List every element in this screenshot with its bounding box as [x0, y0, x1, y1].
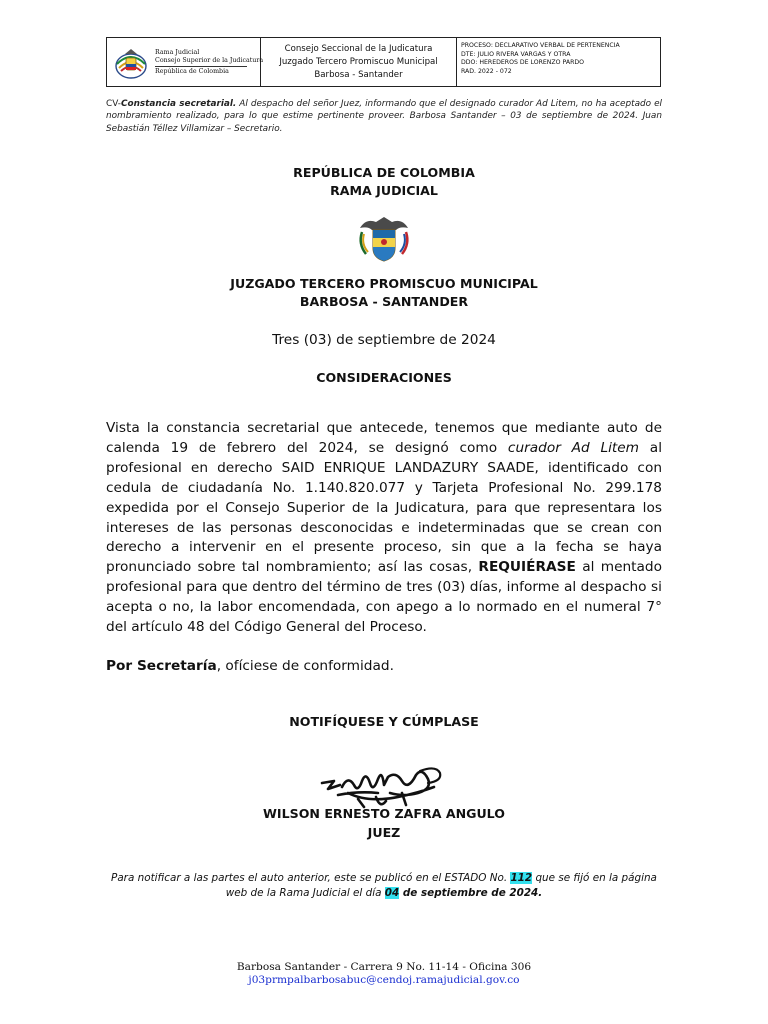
footer-address: Barbosa Santander - Carrera 9 No. 11-14 - Oficina 306: [236, 961, 532, 973]
body-part-2: al profesional en derecho SAID ENRIQUE LANDAZURY SAADE, identificado con cedula de ciudadanía No. 1.140.820.077 y Tarjeta Profesional No. 299.178 expedida por el Consejo Superior de la Judicatura, para que representara los intereses de las personas desconocidas e indeterminadas que se crean con derecho a intervenir en el presente proceso, sin que a la fecha se haya pronunciado sobre tal nombramiento; así las cosas,: [106, 439, 662, 576]
notification-note: [110, 871, 658, 900]
header-court-cell: [261, 38, 457, 86]
header-case-info-cell: [457, 38, 660, 86]
judge-role: JUEZ: [367, 825, 401, 840]
logo-divider: [155, 66, 247, 67]
constancia-title: Constancia secretarial.: [120, 99, 237, 109]
header-center-line: Barbosa - Santander: [314, 70, 403, 80]
body-italic-curador: curador Ad Litem: [507, 439, 640, 456]
rama-judicial-emblem-icon: [111, 44, 151, 80]
logo-text: [155, 49, 263, 76]
court-name: JUZGADO TERCERO PROMISCUO MUNICIPAL: [230, 276, 538, 291]
logo-line-consejo: Consejo Superior de la Judicatura: [155, 56, 264, 64]
constancia-prefix: CV-: [106, 99, 121, 109]
section-heading: CONSIDERACIONES: [316, 370, 452, 385]
secretaria-bold: Por Secretaría: [106, 658, 217, 674]
header-logo-cell: [107, 38, 264, 86]
page-footer: [0, 961, 768, 987]
case-info-radicado: RAD. 2022 - 072: [461, 67, 512, 75]
estado-number-highlight: 112: [510, 872, 533, 884]
logo-line-republica: República de Colombia: [155, 67, 229, 75]
body-part-1: Vista la constancia secretarial que antecede, tenemos que mediante auto de calenda 19 de febrero del 2024, se designó como: [106, 420, 662, 456]
constancia-secretarial: [106, 98, 662, 135]
court-location: BARBOSA - SANTANDER: [299, 294, 469, 309]
case-info-demandado: DDO: HEREDEROS DE LORENZO PARDO: [461, 59, 585, 67]
body-part-3: al mentado profesional para que dentro del término de tres (03) días, informe al despacho si acepta o no, la labor encomendada, con apego a lo normado en el numeral 7° del artículo 48 del Código General del Proceso.: [106, 559, 662, 636]
judge-name: WILSON ERNESTO ZAFRA ANGULO: [263, 806, 505, 821]
constancia-text: Al despacho del señor Juez, informando que el designado curador Ad Litem, no ha aceptado el nombramiento realizado, para lo que estime pertinente proveer. Barbosa Santander – 03 de septiembre de 2024. Juan Sebastián Téllez Villamizar – Secretario.: [106, 99, 662, 134]
case-info-proceso: PROCESO: DECLARATIVO VERBAL DE PERTENENCIA: [461, 42, 620, 49]
header-table: [106, 37, 661, 87]
notice-text-1: Para notificar a las partes el auto anterior, este se publicó en el ESTADO No.: [111, 872, 511, 884]
title-republica: REPÚBLICA DE COLOMBIA: [293, 165, 475, 180]
notice-text-3: de septiembre de 2024.: [399, 886, 543, 899]
footer-email-link[interactable]: j03prmpalbarbosabuc@cendoj.ramajudicial.gov.co: [248, 974, 520, 986]
colombia-coat-of-arms-icon: [356, 214, 412, 264]
secretaria-instruction: [106, 656, 394, 676]
title-rama-judicial: RAMA JUDICIAL: [330, 183, 438, 198]
closing-formula: NOTIFÍQUESE Y CÚMPLASE: [289, 714, 479, 729]
case-info-demandante: DTE: JULIO RIVERA VARGAS Y OTRA: [461, 50, 571, 58]
body-bold-requierase: REQUIÉRASE: [478, 559, 576, 576]
notice-text-2: que se fijó en la página web de la Rama Judicial el día: [225, 872, 657, 899]
header-center-line: Juzgado Tercero Promiscuo Municipal: [279, 57, 438, 67]
day-highlight: 04: [384, 886, 400, 899]
logo-line-rama-judicial: Rama Judicial: [155, 48, 200, 56]
body-paragraph: [106, 419, 662, 638]
secretaria-rest: , ofíciese de conformidad.: [216, 658, 394, 674]
header-center-line: Consejo Seccional de la Judicatura: [284, 44, 433, 54]
document-date: Tres (03) de septiembre de 2024: [272, 332, 496, 348]
